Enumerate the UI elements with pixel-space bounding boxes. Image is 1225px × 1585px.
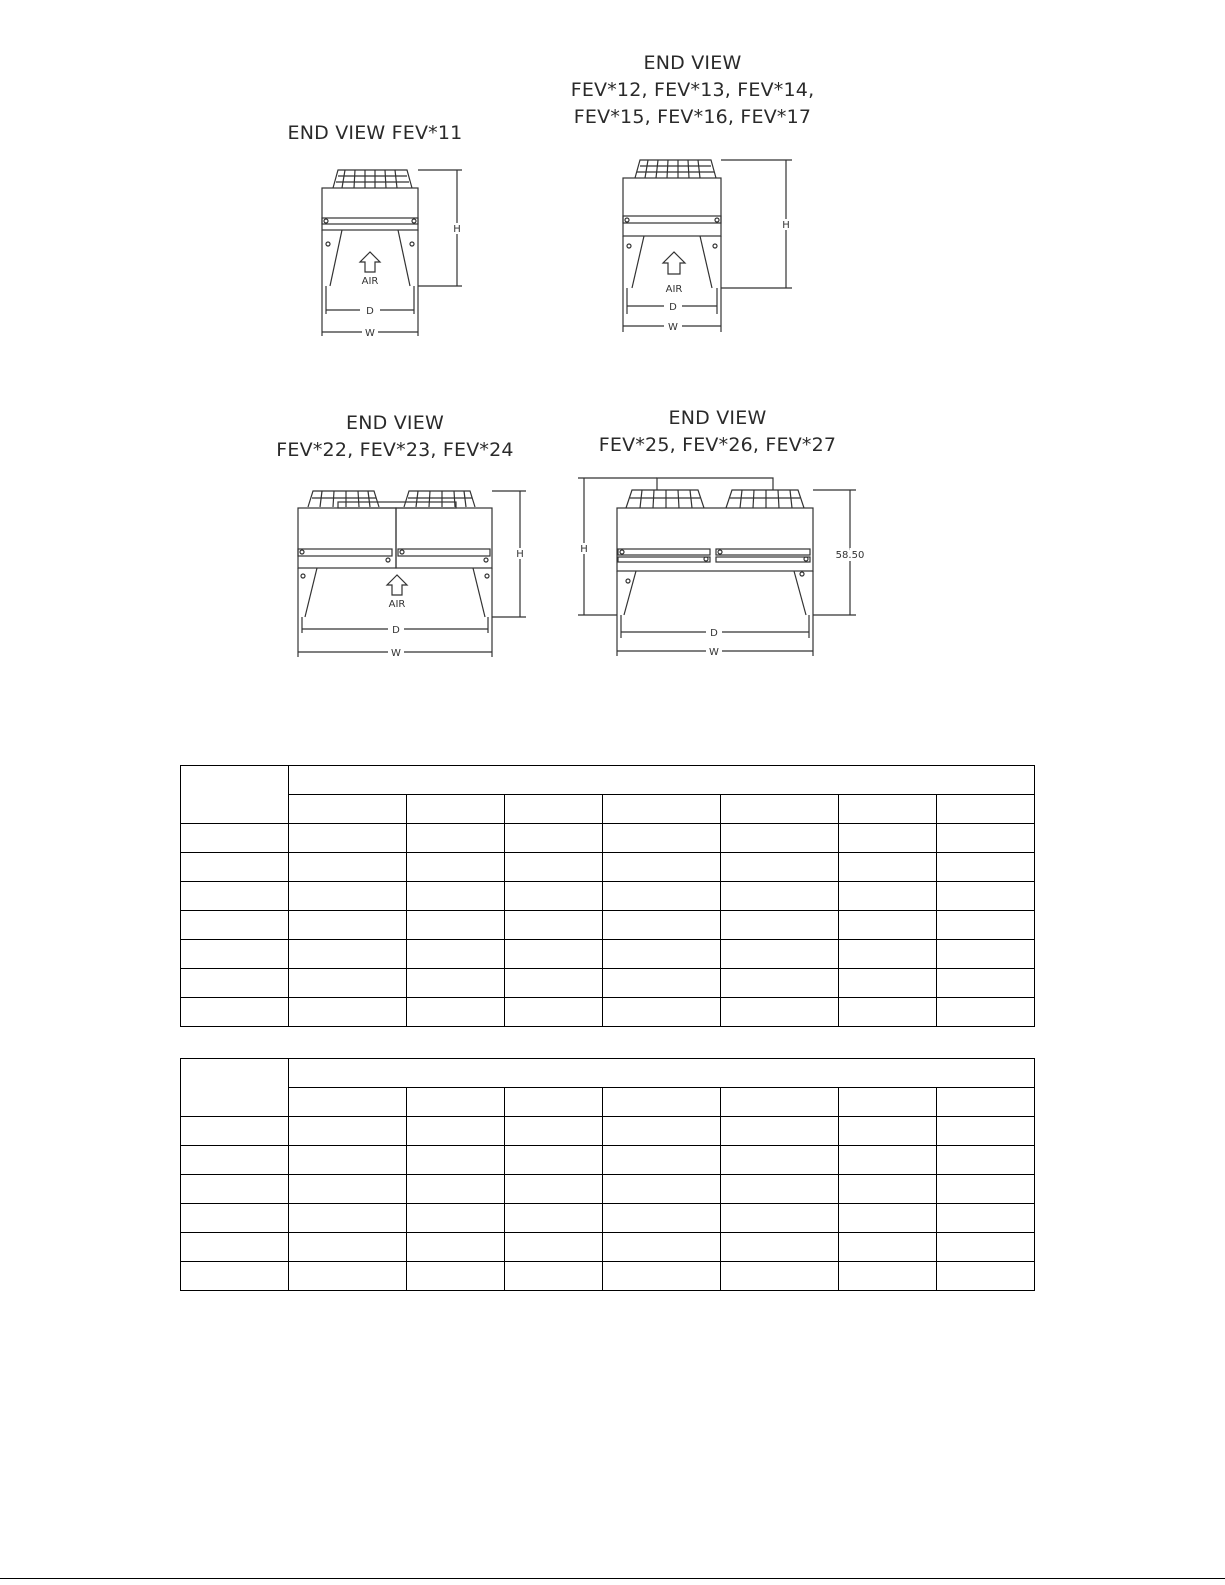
table-row — [181, 1175, 1035, 1204]
height-label: H — [782, 220, 790, 231]
table-row — [181, 824, 1035, 853]
table-row — [181, 882, 1035, 911]
view-title: END VIEW FEV*12, FEV*13, FEV*14, FEV*15, FEV*16, FEV*17 — [570, 52, 815, 128]
height-label: H — [516, 549, 524, 560]
table-cell — [181, 1059, 289, 1117]
table-cell — [602, 1088, 720, 1117]
table-row — [181, 1117, 1035, 1146]
view-title: END VIEW FEV*22, FEV*23, FEV*24 — [276, 412, 514, 461]
air-label: AIR — [361, 276, 379, 287]
fixed-height-label: 58.50 — [835, 550, 865, 561]
dimensions-table-2 — [180, 1058, 1035, 1291]
dimensions-table-1 — [180, 765, 1035, 1027]
depth-label: D — [710, 628, 718, 639]
air-label: AIR — [665, 284, 683, 295]
table-header-row — [181, 766, 1035, 795]
view-title: END VIEW FEV*11 — [287, 122, 463, 144]
width-label: W — [391, 648, 401, 659]
table-cell — [289, 1059, 1035, 1088]
height-label: H — [453, 224, 461, 235]
table-cell — [721, 795, 839, 824]
table-cell — [289, 1088, 407, 1117]
table-row — [181, 969, 1035, 998]
table-cell — [937, 1088, 1035, 1117]
depth-label: D — [669, 302, 677, 313]
air-label: AIR — [388, 599, 406, 610]
table-row — [181, 1204, 1035, 1233]
table-header-row — [181, 1059, 1035, 1088]
table-row — [181, 940, 1035, 969]
table-row — [181, 1262, 1035, 1291]
table-row — [181, 853, 1035, 882]
table-cell — [407, 1088, 505, 1117]
footer-rule — [0, 1578, 1225, 1579]
table-cell — [839, 1088, 937, 1117]
table-row — [181, 1146, 1035, 1175]
table-header-row — [181, 1088, 1035, 1117]
table-cell — [839, 795, 937, 824]
width-label: W — [709, 647, 719, 658]
table-row — [181, 1233, 1035, 1262]
table-cell — [289, 795, 407, 824]
end-view-drawing-fev25-27 — [570, 470, 880, 665]
table-cell — [181, 766, 289, 824]
table-cell — [289, 766, 1035, 795]
end-view-drawing-fev22-24 — [290, 485, 540, 665]
end-view-drawing-fev12-17 — [600, 150, 820, 340]
end-view-drawing-fev11 — [300, 160, 490, 345]
table-cell — [721, 1088, 839, 1117]
width-label: W — [668, 322, 678, 333]
view-title: END VIEW FEV*25, FEV*26, FEV*27 — [598, 407, 837, 456]
table-cell — [602, 795, 720, 824]
table-cell — [505, 1088, 603, 1117]
width-label: W — [365, 328, 375, 339]
table-cell — [937, 795, 1035, 824]
table-row — [181, 998, 1035, 1027]
height-label: H — [580, 544, 588, 555]
table-header-row — [181, 795, 1035, 824]
table-cell — [505, 795, 603, 824]
depth-label: D — [366, 306, 374, 317]
depth-label: D — [392, 625, 400, 636]
table-cell — [407, 795, 505, 824]
table-row — [181, 911, 1035, 940]
